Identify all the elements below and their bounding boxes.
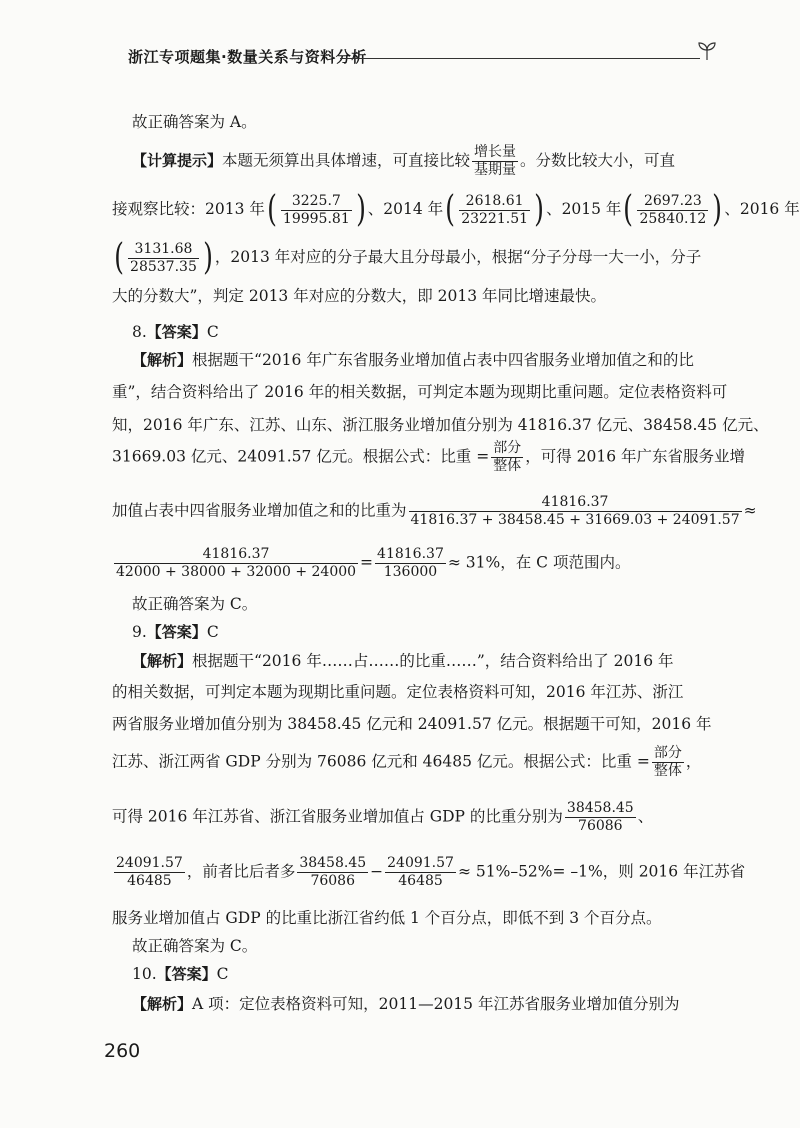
q9-line6 <box>112 855 745 890</box>
fraction-2014 <box>459 193 530 228</box>
frac-denominator: 基期量 <box>474 162 517 178</box>
q8-conclusion: 故正确答案为 C。 <box>132 595 258 613</box>
frac-numerator: 2697.23 <box>637 193 708 211</box>
text-segment: ，前者比后者多 <box>186 862 296 881</box>
text-segment: 、2014 年 <box>367 200 444 218</box>
q8-line6 <box>112 546 630 581</box>
text-segment: 可得 2016 年江苏省、浙江省服务业增加值占 GDP 的比重分别为 <box>112 807 563 826</box>
s1-conclusion: 故正确答案为 A。 <box>132 113 257 131</box>
text-segment: 、2015 年 <box>546 200 622 218</box>
q9-answer-line <box>132 620 219 645</box>
text-segment: ，2013 年对应的分子最大且分母最小，根据“分子分母一大一小，分子 <box>214 248 702 266</box>
text-segment: 接观察比较：2013 年 <box>112 200 265 218</box>
answer-label: 【答案】 <box>146 623 207 641</box>
answer-label: 【答案】 <box>146 323 207 341</box>
frac-denominator: 46485 <box>127 873 172 889</box>
text-segment: = <box>360 553 374 572</box>
frac-denominator: 28537.35 <box>130 258 197 275</box>
paren-open: ( <box>114 237 124 278</box>
fraction-part-whole <box>491 440 523 475</box>
frac-denominator: 41816.37 + 38458.45 + 31669.03 + 24091.57 <box>410 512 740 528</box>
q9-line7: 服务业增加值占 GDP 的比重比浙江省约低 1 个百分点，即低不到 3 个百分点。 <box>112 909 662 927</box>
text-segment: A 项：定位表格资料可知，2011—2015 年江苏省服务业增加值分别为 <box>192 995 680 1013</box>
paren-close: ) <box>355 189 366 230</box>
text-segment: ≈ 51%–52%= –1%，则 2016 年江苏省 <box>457 862 746 881</box>
fraction-2015 <box>637 193 708 228</box>
page-number: 260 <box>104 1040 141 1062</box>
answer-value: C <box>216 965 229 983</box>
frac-denominator: 整体 <box>653 763 682 779</box>
explanation-label: 【解析】 <box>132 652 193 670</box>
frac-denominator: 19995.81 <box>282 210 350 227</box>
frac-numerator: 38458.45 <box>299 855 367 871</box>
q8-line2: 重”，结合资料给出了 2016 年的相关数据，可判定本题为现期比重问题。定位表格资料可 <box>112 383 728 401</box>
frac-numerator: 3225.7 <box>281 193 352 211</box>
tip-label: 【计算提示】 <box>132 151 223 170</box>
question-number: 8. <box>132 323 147 341</box>
fraction-ratio <box>409 494 742 529</box>
answer-label: 【答案】 <box>156 965 217 983</box>
sprout-icon <box>696 40 718 62</box>
q8-line5 <box>112 494 757 529</box>
fraction-jiangsu <box>565 800 636 835</box>
frac-denominator: 23221.51 <box>461 210 529 227</box>
text-segment: 根据题干“2016 年广东省服务业增加值占表中四省服务业增加值之和的比 <box>192 351 694 369</box>
answer-value: C <box>206 623 219 641</box>
fraction-jiangsu <box>297 855 368 890</box>
q8-line1 <box>132 348 694 373</box>
frac-numerator: 2618.61 <box>459 193 530 211</box>
s1-tip-line <box>132 144 675 179</box>
tip-tail: 。分数比较大小，可直 <box>520 151 676 170</box>
header-title: 浙江专项题集·数量关系与资料分析 <box>128 48 367 66</box>
frac-numerator: 24091.57 <box>387 855 454 871</box>
fraction-2013 <box>281 193 352 228</box>
running-header <box>128 46 718 68</box>
fraction-2016 <box>128 241 199 276</box>
fraction-zhejiang <box>385 855 456 890</box>
frac-denominator: 整体 <box>493 458 522 474</box>
text-segment: 、2016 年 <box>724 200 800 218</box>
paren-open: ( <box>266 189 277 230</box>
tip-text: 本题无须算出具体增速，可直接比较 <box>222 151 471 170</box>
q10-line1 <box>132 992 679 1017</box>
text-segment: ≈ 31%，在 C 项范围内。 <box>447 553 631 572</box>
text-segment: − <box>370 862 384 881</box>
frac-numerator: 增长量 <box>474 144 517 160</box>
q9-line2: 的相关数据，可判定本题为现期比重问题。定位表格资料可知，2016 年江苏、浙江 <box>112 683 684 701</box>
text-segment: 根据题干“2016 年……占……的比重……”，结合资料给出了 2016 年 <box>192 652 674 670</box>
paren-open: ( <box>623 189 634 230</box>
text-segment: ，可得 2016 年广东省服务业增 <box>525 447 745 466</box>
q9-line3: 两省服务业增加值分别为 38458.45 亿元和 24091.57 亿元。根据题干可知，2016 年 <box>112 715 712 733</box>
frac-numerator: 24091.57 <box>116 855 183 871</box>
frac-numerator: 部分 <box>493 440 522 456</box>
text-segment: ， <box>685 752 702 771</box>
question-number: 9. <box>132 623 147 641</box>
s1-line4: 大的分数大”，判定 2013 年对应的分数大，即 2013 年同比增速最快。 <box>112 287 607 305</box>
frac-numerator: 部分 <box>653 745 682 761</box>
s1-compare-line <box>112 189 800 230</box>
paren-open: ( <box>445 189 456 230</box>
q9-line5 <box>112 800 653 835</box>
fraction-part-whole <box>652 745 684 780</box>
q10-answer-line <box>132 962 229 987</box>
paren-close: ) <box>534 189 544 230</box>
explanation-label: 【解析】 <box>132 995 193 1013</box>
frac-denominator: 76086 <box>578 818 623 834</box>
text-segment: 江苏、浙江两省 GDP 分别为 76086 亿元和 46485 亿元。根据公式：比重 = <box>112 752 650 771</box>
fraction-approx <box>114 546 358 581</box>
paren-close: ) <box>712 189 723 230</box>
frac-denominator: 136000 <box>383 564 438 580</box>
s1-line3 <box>112 237 702 278</box>
text-segment: 加值占表中四省服务业增加值之和的比重为 <box>112 501 407 520</box>
fraction-sum <box>375 546 446 581</box>
explanation-label: 【解析】 <box>132 351 193 369</box>
frac-numerator: 41816.37 <box>114 546 358 564</box>
frac-numerator: 41816.37 <box>377 546 444 562</box>
q8-line4 <box>112 440 745 475</box>
frac-numerator: 38458.45 <box>566 800 634 816</box>
answer-value: C <box>206 323 219 341</box>
paren-close: ) <box>202 237 213 278</box>
frac-denominator: 46485 <box>398 873 443 889</box>
text-segment: ≈ <box>743 501 757 520</box>
q9-line4 <box>112 745 701 780</box>
q9-conclusion: 故正确答案为 C。 <box>132 937 258 955</box>
text-segment: 、 <box>637 807 654 826</box>
q8-line3: 知，2016 年广东、江苏、山东、浙江服务业增加值分别为 41816.37 亿元、38458.45 亿元、 <box>112 416 769 434</box>
header-rule <box>340 58 700 59</box>
q9-line1 <box>132 649 674 674</box>
frac-denominator: 25840.12 <box>639 210 707 227</box>
question-number: 10. <box>132 965 157 983</box>
frac-numerator: 41816.37 <box>409 494 742 512</box>
q8-answer-line <box>132 320 219 345</box>
frac-denominator: 42000 + 38000 + 32000 + 24000 <box>116 564 357 580</box>
fraction-zhejiang <box>114 855 185 890</box>
frac-denominator: 76086 <box>310 873 355 889</box>
tip-fraction <box>472 144 518 179</box>
text-segment: 31669.03 亿元、24091.57 亿元。根据公式：比重 = <box>112 447 490 466</box>
frac-numerator: 3131.68 <box>128 241 199 259</box>
